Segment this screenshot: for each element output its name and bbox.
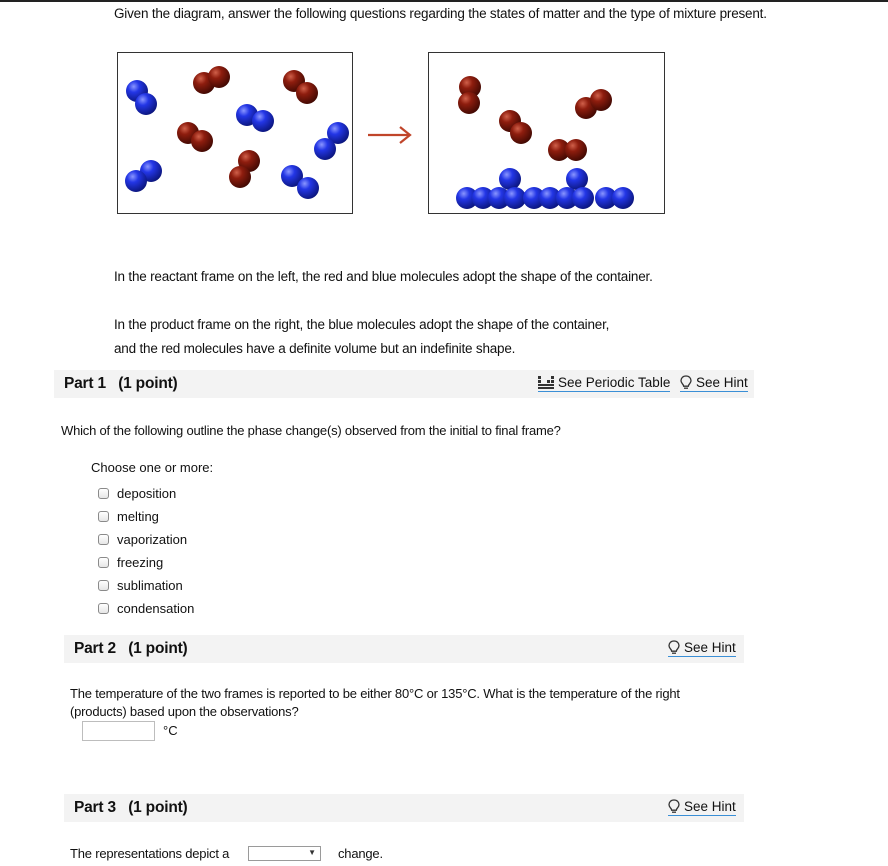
choose-label: Choose one or more: [91,460,214,475]
option-condensation[interactable] [98,601,194,616]
part2-see-hint-link[interactable] [668,640,736,657]
part1-header [54,370,754,398]
option-sublimation[interactable] [98,578,183,593]
red-molecule [177,122,213,152]
part3-header [64,794,744,822]
blue-molecule [281,165,319,199]
red-molecule [283,70,318,104]
red-molecule [548,139,587,161]
reactant-description: In the reactant frame on the left, the red and blue molecules adopt the shape of the container. [114,269,653,284]
checkbox[interactable] [98,557,109,568]
option-label: freezing [117,555,164,570]
blue-molecule [126,80,157,115]
temperature-unit: °C [163,723,178,738]
part1-question: Which of the following outline the phase change(s) observed from the initial to final frame? [61,423,561,438]
see-periodic-table-link[interactable] [538,375,670,392]
lightbulb-icon [668,799,680,814]
option-label: melting [117,509,159,524]
see-periodic-table-label: See Periodic Table [558,375,671,390]
lightbulb-icon [680,375,692,390]
part1-see-hint-label: See Hint [696,375,748,390]
periodic-table-icon [538,376,554,389]
red-molecule [193,66,230,94]
part3-see-hint-label: See Hint [684,799,736,814]
option-label: sublimation [117,578,183,593]
part2-see-hint-label: See Hint [684,640,736,655]
temperature-input[interactable] [82,721,155,741]
checkbox[interactable] [98,511,109,522]
checkbox[interactable] [98,534,109,545]
part3-sentence-start: The representations depict a [70,846,230,861]
red-molecule [229,150,260,188]
option-label: vaporization [117,532,188,547]
option-label: deposition [117,486,177,501]
checkbox[interactable] [98,488,109,499]
dropdown-arrow-icon: ▼ [308,848,316,857]
part2-question-line1: The temperature of the two frames is reported to be either 80°C or 135°C. What is the temperature of the right [70,686,680,701]
change-type-dropdown[interactable] [248,846,321,861]
product-molecules [429,53,663,212]
checkbox[interactable] [98,603,109,614]
red-molecule [499,110,532,144]
option-label: condensation [117,601,195,616]
product-description-line1: In the product frame on the right, the blue molecules adopt the shape of the container, [114,317,610,332]
product-frame [428,52,665,214]
red-molecule [458,76,481,114]
blue-molecule [125,160,162,192]
option-melting[interactable] [98,509,159,524]
intro-text: Given the diagram, answer the following questions regarding the states of matter and the type of mixture present. [114,6,767,21]
reactant-frame [117,52,353,214]
part2-question-line2: (products) based upon the observations? [70,704,299,719]
checkbox[interactable] [98,580,109,591]
blue-liquid [456,168,634,209]
part3-title: Part 3 (1 point) [74,799,188,816]
blue-molecule [236,104,274,132]
part1-title: Part 1 (1 point) [64,375,178,392]
part2-header [64,635,744,663]
top-border [0,0,888,2]
lightbulb-icon [668,640,680,655]
part1-see-hint-link[interactable] [680,375,748,392]
part2-title: Part 2 (1 point) [74,640,188,657]
part3-see-hint-link[interactable] [668,799,736,816]
product-description-line2: and the red molecules have a definite volume but an indefinite shape. [114,341,516,356]
part3-sentence-end: change. [338,846,383,861]
red-molecule [575,89,612,119]
reaction-arrow-icon [366,124,414,146]
option-freezing[interactable] [98,555,163,570]
option-deposition[interactable] [98,486,176,501]
blue-molecule [314,122,349,160]
reactant-molecules [118,53,351,212]
option-vaporization[interactable] [98,532,187,547]
